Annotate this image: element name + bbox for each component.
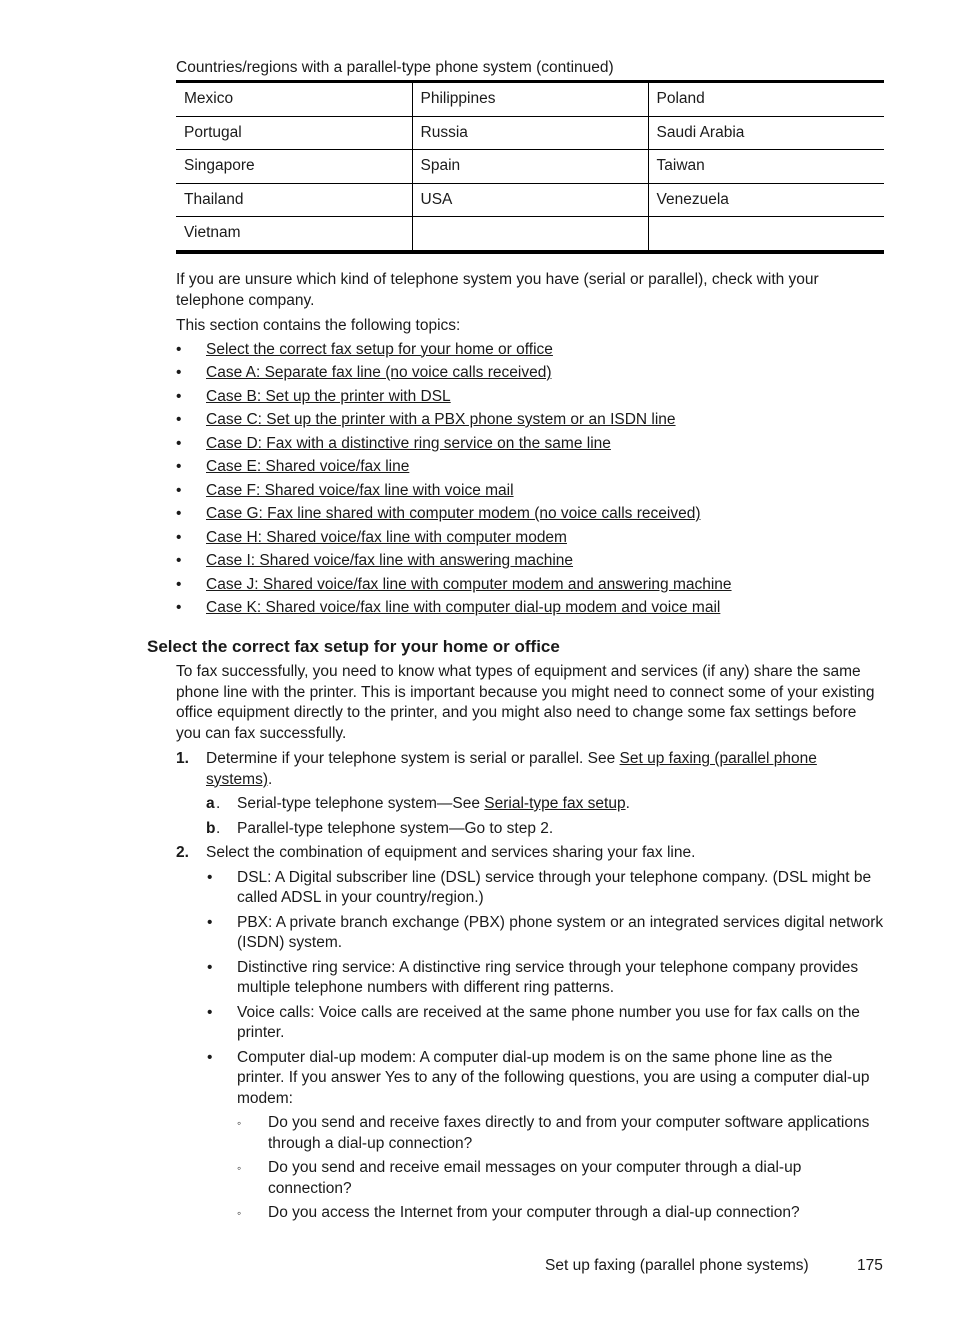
list-item: [176, 528, 884, 552]
bullet-text: PBX: A private branch exchange (PBX) phone system or an integrated services digital network (ISDN) system.: [237, 913, 884, 951]
topic-link[interactable]: Case A: Separate fax line (no voice calls received): [206, 364, 552, 381]
topic-link[interactable]: Case I: Shared voice/fax line with answering machine: [206, 552, 574, 569]
step-text: Parallel-type telephone system—Go to step 2.: [237, 819, 554, 837]
topic-link[interactable]: Case E: Shared voice/fax line: [206, 458, 410, 475]
step-1b: b . Parallel-type telephone system—Go to step 2.: [176, 819, 884, 840]
table-cell: Taiwan: [648, 150, 884, 184]
bullet: •: [176, 387, 182, 405]
table-cell: Mexico: [184, 90, 234, 108]
list-item: [176, 1158, 884, 1199]
serial-setup-link[interactable]: Serial-type fax setup: [484, 795, 626, 812]
bullet: •: [176, 575, 182, 593]
bullet: •: [176, 528, 182, 546]
bullet-text: Do you send and receive faxes directly to and from your computer software applications through a dial-up connection?: [268, 1114, 870, 1152]
topic-link[interactable]: Case J: Shared voice/fax line with computer modem and answering machine: [206, 575, 732, 593]
topic-link[interactable]: Case G: Fax line shared with computer modem (no voice calls received): [206, 505, 701, 522]
step-1: [176, 749, 884, 790]
table-cell: Philippines: [412, 82, 648, 117]
bullet: •: [207, 1048, 213, 1066]
bullet-text: Do you access the Internet from your computer through a dial-up connection?: [268, 1204, 800, 1221]
table-row: [176, 116, 884, 150]
table-cell: Portugal: [176, 116, 412, 150]
list-item: [176, 551, 884, 575]
circle-bullet: ◦: [237, 1206, 242, 1220]
table-cell: [648, 217, 884, 252]
bullet-text: Computer dial-up modem: A computer dial-up modem is on the same phone line as the printer. If you answer Yes to any of the following questions, you are using a computer dial-up modem:: [237, 1048, 870, 1107]
circle-bullet: ◦: [237, 1116, 242, 1130]
topic-link[interactable]: Case F: Shared voice/fax line with voice mail: [206, 481, 514, 499]
list-item: [176, 481, 884, 505]
step-number: 1.: [176, 750, 189, 767]
bullet: •: [176, 364, 182, 381]
step-letter: b: [206, 819, 216, 837]
bullet: •: [176, 458, 182, 475]
table-cell: Singapore: [176, 150, 412, 184]
bullet-text: Do you send and receive email messages on your computer through a dial-up connection?: [268, 1159, 802, 1197]
list-item: [176, 410, 884, 434]
page-number: 175: [857, 1257, 883, 1274]
topic-link[interactable]: Case K: Shared voice/fax line with computer dial-up modem and voice mail: [206, 599, 721, 616]
step-text: Determine if your telephone system is serial or parallel. See: [206, 750, 620, 767]
list-item: [176, 1203, 884, 1224]
table-cell: Thailand: [176, 183, 412, 217]
bullet: •: [207, 913, 213, 931]
list-item: [176, 340, 884, 364]
bullet: •: [176, 599, 182, 616]
footer-title: Set up faxing (parallel phone systems): [545, 1257, 809, 1274]
list-item: [176, 1003, 884, 1044]
topic-link[interactable]: Case B: Set up the printer with DSL: [206, 387, 451, 405]
list-item: [176, 504, 884, 528]
table-cell: Venezuela: [648, 183, 884, 217]
bullet: •: [207, 868, 213, 886]
step-2: [176, 843, 884, 864]
step-text: Select the combination of equipment and services sharing your fax line.: [206, 844, 696, 861]
table-row: [176, 150, 884, 184]
intro-block: [176, 270, 884, 622]
table-cell: Vietnam: [176, 217, 412, 252]
topic-link[interactable]: Case D: Fax with a distinctive ring service on the same line: [206, 434, 611, 452]
list-item: [176, 913, 884, 954]
topic-link[interactable]: Case C: Set up the printer with a PBX phone system or an ISDN line: [206, 411, 676, 428]
step-number: 2.: [176, 844, 189, 861]
bullet: •: [207, 1003, 213, 1021]
list-item: [176, 363, 884, 387]
table-cell: Spain: [412, 150, 648, 184]
bullet: •: [176, 434, 182, 452]
table-cell: Poland: [648, 82, 884, 117]
intro-paragraph: If you are unsure which kind of telephone system you have (serial or parallel), check with your telephone company.: [176, 271, 819, 309]
table-caption: Countries/regions with a parallel-type phone system (continued): [176, 59, 614, 76]
table-cell: USA: [412, 183, 648, 217]
table-cell: [412, 217, 648, 252]
list-item: [176, 434, 884, 458]
bullet: •: [176, 481, 182, 499]
parallel-setup-link[interactable]: Set up faxing (parallel phone systems): [206, 750, 817, 788]
table-row: [176, 82, 884, 117]
topics-list: [176, 340, 884, 622]
bullet: •: [176, 411, 182, 428]
list-item: [176, 868, 884, 909]
bullet-text: Voice calls: Voice calls are received at the same phone number you use for fax calls on the printer.: [237, 1003, 860, 1041]
topic-link[interactable]: Case H: Shared voice/fax line with computer modem: [206, 528, 567, 546]
topics-intro: This section contains the following topics:: [176, 317, 461, 334]
table-cell: Russia: [412, 116, 648, 150]
list-item: [176, 1048, 884, 1110]
list-item: [176, 457, 884, 481]
bullet-text: Distinctive ring service: A distinctive ring service through your telephone company provides multiple telephone numbers with different ring patterns.: [237, 958, 859, 996]
table-cell: Saudi Arabia: [648, 116, 884, 150]
bullet: •: [176, 340, 182, 358]
list-item: [176, 1113, 884, 1154]
circle-bullet: ◦: [237, 1161, 242, 1175]
step-letter: a: [206, 795, 215, 812]
section-paragraph: To fax successfully, you need to know what types of equipment and services (if any) share the same phone line with the printer. This is important because you might need to connect some of your existing office equipment directly to the printer, and you might also need to change some fax settings before you can fax successfully.: [176, 663, 875, 742]
list-item: [176, 598, 884, 622]
bullet-text: DSL: A Digital subscriber line (DSL) service through your telephone company. (DSL might be called ADSL in your country/region.): [237, 868, 872, 906]
topic-link[interactable]: Select the correct fax setup for your home or office: [206, 340, 553, 358]
table-row: [176, 217, 884, 252]
countries-table: [176, 80, 884, 254]
section-body: [176, 662, 884, 1228]
bullet: •: [207, 958, 213, 976]
list-item: [176, 387, 884, 411]
bullet: •: [176, 552, 182, 569]
step-text-end: .: [625, 795, 630, 812]
step-text: Serial-type telephone system—See: [237, 795, 485, 812]
list-item: [176, 575, 884, 599]
step-text-end: .: [268, 770, 273, 788]
section-heading: Select the correct fax setup for your home or office: [147, 637, 560, 656]
table-row: [176, 183, 884, 217]
bullet: •: [176, 505, 182, 522]
step-1a: a . Serial-type telephone system—See Serial-type fax setup.: [176, 794, 884, 815]
list-item: [176, 958, 884, 999]
